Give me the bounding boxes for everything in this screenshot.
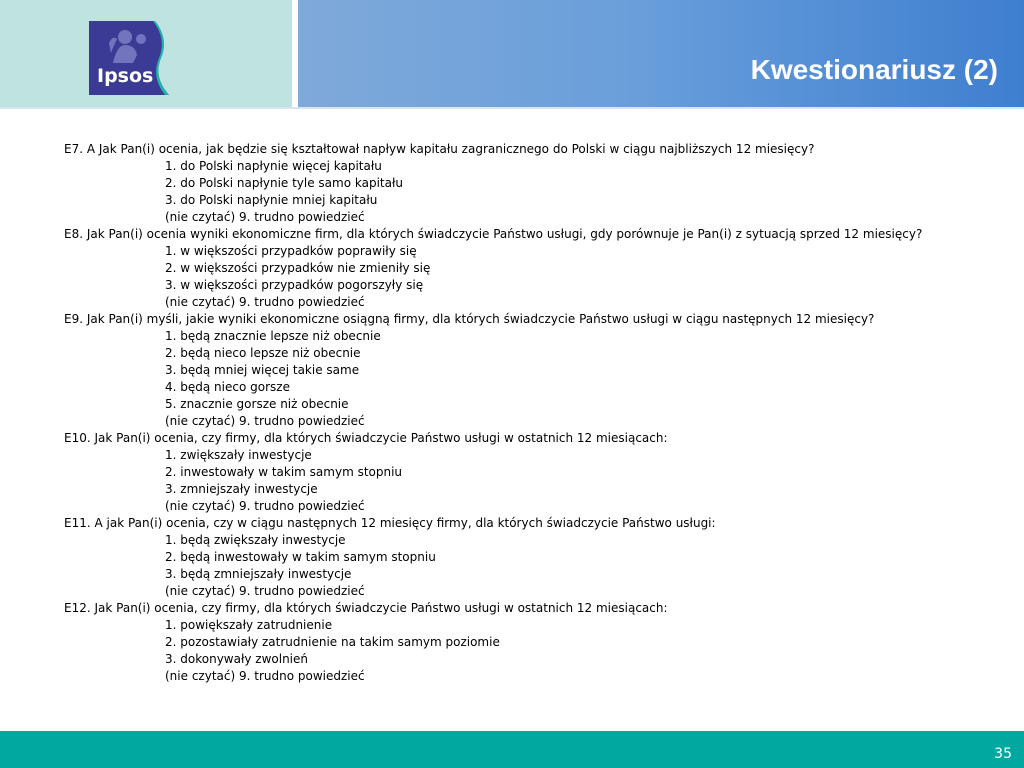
answer-option: 3. w większości przypadków pogorszyły się bbox=[165, 278, 424, 292]
question-e8: E8. Jak Pan(i) ocenia wyniki ekonomiczne firm, dla których świadczycie Państwo usługi, gdy porównuje je Pan(i) z sytuacją sprzed 12 miesięcy? bbox=[64, 227, 923, 241]
answer-option: (nie czytać) 9. trudno powiedzieć bbox=[165, 295, 365, 309]
answer-option: 5. znacznie gorsze niż obecnie bbox=[165, 397, 349, 411]
answer-option: 4. będą nieco gorsze bbox=[165, 380, 290, 394]
answer-option: 2. będą inwestowały w takim samym stopniu bbox=[165, 550, 436, 564]
answer-option: (nie czytać) 9. trudno powiedzieć bbox=[165, 210, 365, 224]
question-e9: E9. Jak Pan(i) myśli, jakie wyniki ekonomiczne osiągną firmy, dla których świadczycie Państwo usługi w ciągu następnych 12 miesięcy? bbox=[64, 312, 875, 326]
questionnaire-content bbox=[64, 141, 1004, 685]
answer-option: 1. powiększały zatrudnienie bbox=[165, 618, 333, 632]
answer-option: 2. pozostawiały zatrudnienie na takim samym poziomie bbox=[165, 635, 500, 649]
answer-option: 1. będą zwiększały inwestycje bbox=[165, 533, 346, 547]
answer-option: 1. do Polski napłynie więcej kapitału bbox=[165, 159, 382, 173]
answer-option: 3. do Polski napłynie mniej kapitału bbox=[165, 193, 378, 207]
answer-option: 1. w większości przypadków poprawiły się bbox=[165, 244, 417, 258]
ipsos-logo-icon bbox=[89, 21, 169, 95]
logo-text: Ipsos bbox=[97, 65, 154, 87]
answer-option: (nie czytać) 9. trudno powiedzieć bbox=[165, 584, 365, 598]
answer-option: 1. będą znacznie lepsze niż obecnie bbox=[165, 329, 381, 343]
question-e10: E10. Jak Pan(i) ocenia, czy firmy, dla których świadczycie Państwo usługi w ostatnich 12 miesiącach: bbox=[64, 431, 668, 445]
answer-option: 3. dokonywały zwolnień bbox=[165, 652, 309, 666]
question-e12: E12. Jak Pan(i) ocenia, czy firmy, dla których świadczycie Państwo usługi w ostatnich 12 miesiącach: bbox=[64, 601, 668, 615]
answer-option: 3. będą zmniejszały inwestycje bbox=[165, 567, 352, 581]
answer-option: 3. zmniejszały inwestycje bbox=[165, 482, 318, 496]
slide-title: Kwestionariusz (2) bbox=[750, 54, 998, 85]
question-e11: E11. A jak Pan(i) ocenia, czy w ciągu następnych 12 miesięcy firmy, dla których świadczycie Państwo usługi: bbox=[64, 516, 716, 530]
answer-option: 3. będą mniej więcej takie same bbox=[165, 363, 360, 377]
answer-option: 2. będą nieco lepsze niż obecnie bbox=[165, 346, 361, 360]
slide-footer bbox=[0, 731, 1024, 768]
answer-option: (nie czytać) 9. trudno powiedzieć bbox=[165, 499, 365, 513]
answer-option: (nie czytać) 9. trudno powiedzieć bbox=[165, 414, 365, 428]
header-underline bbox=[0, 107, 1024, 109]
answer-option: 2. do Polski napłynie tyle samo kapitału bbox=[165, 176, 404, 190]
answer-option: (nie czytać) 9. trudno powiedzieć bbox=[165, 669, 365, 683]
slide-header bbox=[0, 0, 1024, 107]
question-e7: E7. A Jak Pan(i) ocenia, jak będzie się kształtował napływ kapitału zagranicznego do Polski w ciągu najbliższych 12 miesięcy? bbox=[64, 142, 815, 156]
page-number: 35 bbox=[994, 746, 1012, 762]
answer-option: 2. w większości przypadków nie zmieniły się bbox=[165, 261, 431, 275]
answer-option: 1. zwiększały inwestycje bbox=[165, 448, 312, 462]
answer-option: 2. inwestowały w takim samym stopniu bbox=[165, 465, 403, 479]
